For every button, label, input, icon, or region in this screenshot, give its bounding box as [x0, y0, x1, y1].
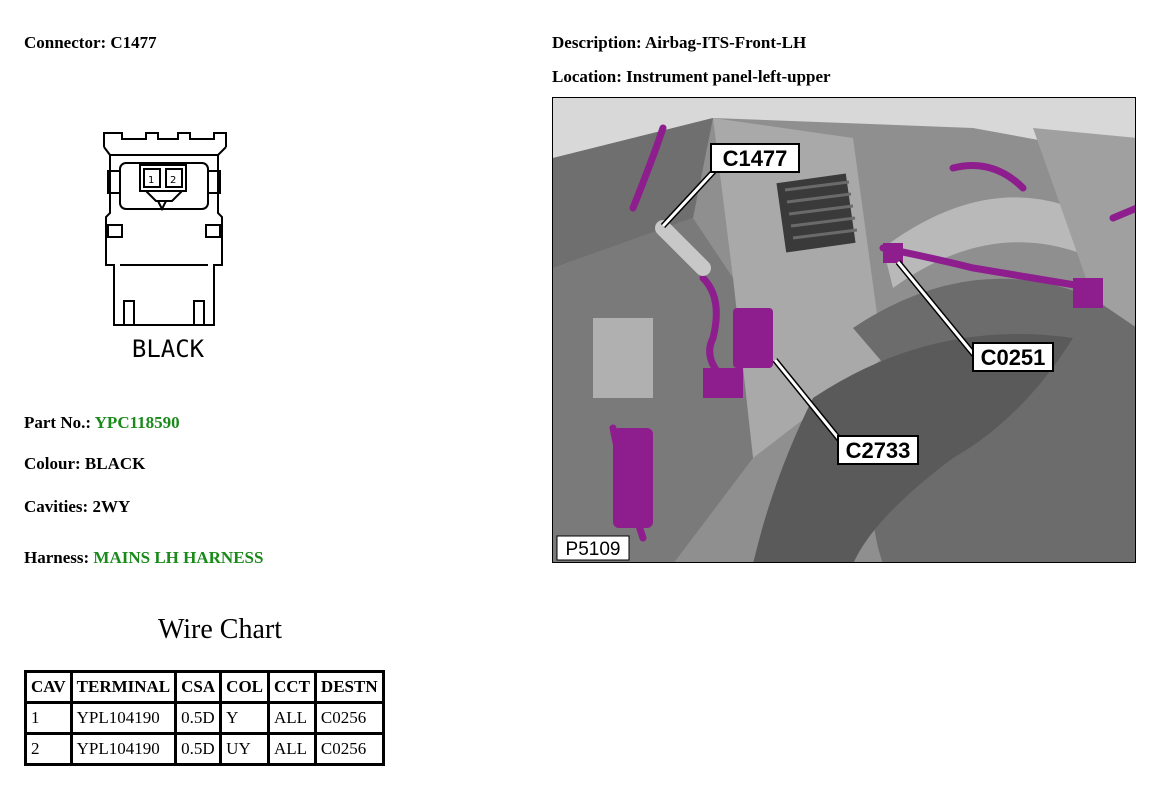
wire-chart-title: Wire Chart: [157, 614, 283, 645]
header-col: COL: [221, 672, 269, 703]
header-csa: CSA: [176, 672, 221, 703]
cell-col: UY: [221, 734, 269, 765]
connector-label: Connector:: [24, 33, 107, 52]
cell-terminal: YPL104190: [71, 703, 176, 734]
connector-face-diagram: [96, 125, 246, 365]
cell-cav: 2: [26, 734, 72, 765]
connector-colour-label: BLACK: [131, 335, 205, 363]
harness-label: Harness:: [24, 548, 90, 567]
cavities-line: [24, 497, 130, 517]
location-value: Instrument panel-left-upper: [626, 67, 831, 86]
header-cct: CCT: [269, 672, 316, 703]
description-value: Airbag-ITS-Front-LH: [645, 33, 807, 52]
colour-value: BLACK: [84, 454, 146, 473]
table-header-row: [26, 672, 384, 703]
header-destn: DESTN: [315, 672, 383, 703]
callout-c0251: C0251: [980, 345, 1046, 370]
cell-terminal: YPL104190: [71, 734, 176, 765]
header-terminal: TERMINAL: [71, 672, 176, 703]
cell-destn: C0256: [315, 734, 383, 765]
harness-line: [24, 548, 263, 568]
location-label: Location:: [552, 67, 622, 86]
colour-line: [24, 454, 145, 474]
cell-cav: 1: [26, 703, 72, 734]
callout-c2733: C2733: [845, 438, 911, 463]
svg-text:1: 1: [148, 175, 155, 186]
cell-cct: ALL: [269, 703, 316, 734]
dashboard-illustration: [553, 98, 1136, 563]
wire-chart-table: [24, 670, 385, 766]
header-cav: CAV: [26, 672, 72, 703]
description-label: Description:: [552, 33, 642, 52]
location-photo: [552, 97, 1136, 563]
cell-csa: 0.5D: [176, 703, 221, 734]
cell-csa: 0.5D: [176, 734, 221, 765]
cell-destn: C0256: [315, 703, 383, 734]
cavities-value: 2WY: [92, 497, 131, 516]
callout-c1477: C1477: [722, 146, 788, 171]
harness-link[interactable]: MAINS LH HARNESS: [93, 548, 264, 567]
part-number-link[interactable]: YPC118590: [94, 413, 180, 432]
figure-id: P5109: [565, 539, 621, 560]
description-line: [552, 33, 806, 53]
cell-col: Y: [221, 703, 269, 734]
location-line: [552, 67, 831, 87]
cavities-label: Cavities:: [24, 497, 89, 516]
table-row: [26, 734, 384, 765]
svg-text:2: 2: [170, 175, 177, 186]
part-number-line: [24, 413, 180, 433]
table-row: [26, 703, 384, 734]
colour-label: Colour:: [24, 454, 81, 473]
connector-value: C1477: [110, 33, 157, 52]
connector-line: [24, 33, 157, 53]
cell-cct: ALL: [269, 734, 316, 765]
part-number-label: Part No.:: [24, 413, 92, 432]
